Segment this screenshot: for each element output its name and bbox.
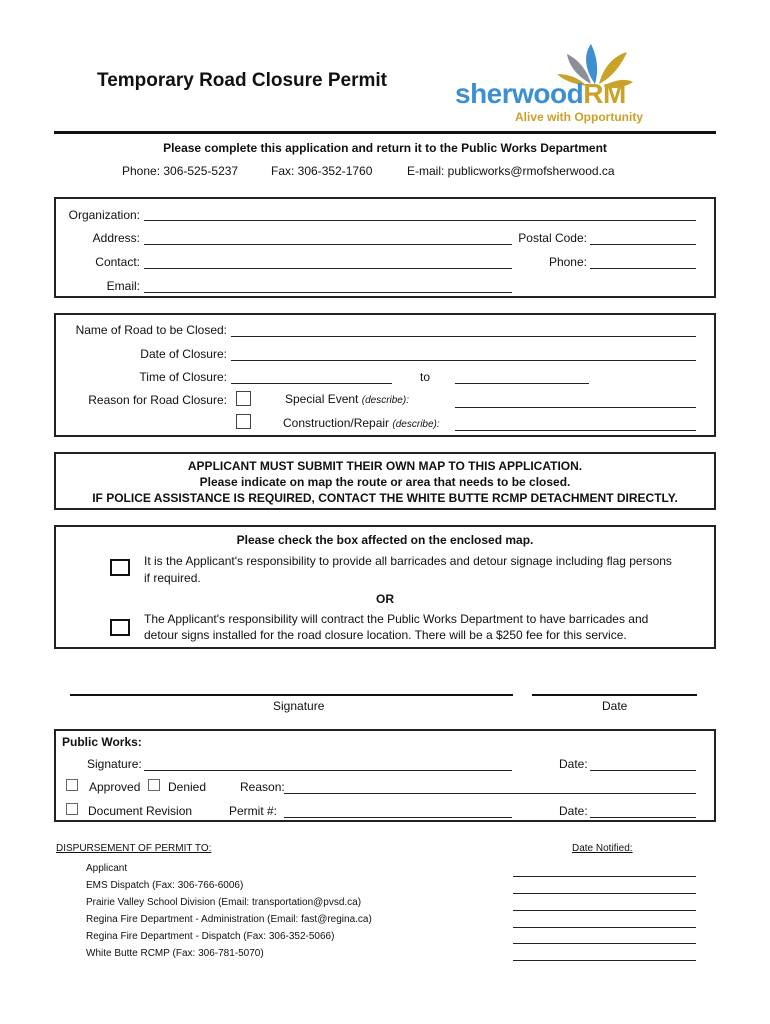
- public-works-heading: Public Works:: [62, 735, 142, 749]
- date-notified-field[interactable]: [513, 876, 696, 877]
- phone-label: Phone:: [548, 255, 587, 269]
- address-label: Address:: [92, 231, 140, 245]
- map-notice-section: [54, 452, 716, 510]
- permit-number-label: Permit #:: [229, 804, 278, 818]
- pw-date-label: Date:: [559, 757, 588, 771]
- date-notified-field[interactable]: [513, 960, 696, 961]
- intro-fax: Fax: 306-352-1760: [271, 164, 373, 178]
- closure-reason-label: Reason for Road Closure:: [88, 393, 227, 407]
- pw-signature-field[interactable]: [144, 770, 512, 771]
- closure-time-end-field[interactable]: [455, 383, 589, 384]
- closure-time-label: Time of Closure:: [139, 370, 227, 384]
- applicant-signature-field[interactable]: [70, 694, 513, 696]
- pw-signature-label: Signature:: [87, 757, 142, 771]
- map-notice-line-2: Please indicate on map the route or area that needs to be closed.: [199, 475, 571, 489]
- construction-label: [283, 416, 440, 430]
- construction-note: (describe):: [392, 419, 440, 430]
- special-event-checkbox[interactable]: [236, 391, 251, 406]
- option-public-works-checkbox[interactable]: [110, 619, 130, 636]
- disbursement-heading: DISPURSEMENT OF PERMIT TO:: [56, 843, 212, 854]
- date-notified-field[interactable]: [513, 910, 696, 911]
- permit-number-field[interactable]: [284, 817, 512, 818]
- intro-email: E-mail: publicworks@rmofsherwood.ca: [407, 164, 615, 178]
- phone-field[interactable]: [590, 268, 696, 269]
- date-notified-heading: Date Notified:: [572, 843, 633, 854]
- road-name-label: Name of Road to be Closed:: [75, 323, 227, 337]
- reason-label: Reason:: [240, 780, 285, 794]
- logo-tagline: Alive with Opportunity: [515, 110, 643, 124]
- email-label: Email:: [106, 279, 140, 293]
- option-public-works-line-1: The Applicant's responsibility will contract the Public Works Department to have barricades and: [144, 612, 649, 626]
- option-applicant-line-2: if required.: [144, 571, 201, 585]
- postal-code-field[interactable]: [590, 244, 696, 245]
- list-item: Applicant: [86, 863, 128, 874]
- map-notice-line-3: IF POLICE ASSISTANCE IS REQUIRED, CONTACT THE WHITE BUTTE RCMP DETACHMENT DIRECTLY.: [92, 491, 678, 505]
- document-revision-label: Document Revision: [88, 804, 193, 818]
- option-applicant-checkbox[interactable]: [110, 559, 130, 576]
- option-applicant-line-1: It is the Applicant's responsibility to provide all barricades and detour signage including flag persons: [144, 554, 672, 568]
- date-notified-field[interactable]: [513, 893, 696, 894]
- denied-checkbox[interactable]: [148, 779, 160, 791]
- organization-field[interactable]: [144, 220, 696, 221]
- email-field[interactable]: [144, 292, 512, 293]
- special-event-description-field[interactable]: [455, 407, 696, 408]
- intro-phone: Phone: 306-525-5237: [122, 164, 239, 178]
- special-event-note: (describe):: [361, 395, 409, 406]
- logo-word-rm: RM: [583, 78, 626, 109]
- signature-label: Signature: [273, 699, 325, 713]
- date-notified-field[interactable]: [513, 927, 696, 928]
- list-item: White Butte RCMP (Fax: 306-781-5070): [86, 948, 264, 959]
- address-field[interactable]: [144, 244, 512, 245]
- list-item: Regina Fire Department - Administration (Email: fast@regina.ca): [86, 914, 372, 925]
- time-to-label: to: [420, 370, 431, 384]
- construction-checkbox[interactable]: [236, 414, 251, 429]
- closure-date-label: Date of Closure:: [140, 347, 227, 361]
- approved-checkbox[interactable]: [66, 779, 78, 791]
- logo-word-sherwood: sherwood: [455, 78, 584, 109]
- road-name-field[interactable]: [231, 336, 696, 337]
- construction-description-field[interactable]: [455, 430, 696, 431]
- date-notified-field[interactable]: [513, 943, 696, 944]
- postal-code-label: Postal Code:: [518, 231, 587, 245]
- header-divider: [54, 131, 716, 134]
- page-title: Temporary Road Closure Permit: [97, 70, 388, 91]
- organization-label: Organization:: [68, 208, 140, 222]
- pw-date-field[interactable]: [590, 770, 696, 771]
- pw-date2-label: Date:: [559, 804, 588, 818]
- closure-date-field[interactable]: [231, 360, 696, 361]
- option-public-works-line-2: detour signs installed for the road closure location. There will be a $250 fee for this service.: [144, 628, 627, 642]
- list-item: EMS Dispatch (Fax: 306-766-6006): [86, 880, 244, 891]
- sherwood-logo: [455, 40, 675, 125]
- intro-instruction: Please complete this application and return it to the Public Works Department: [163, 141, 607, 155]
- options-heading: Please check the box affected on the enclosed map.: [236, 533, 534, 547]
- contact-label: Contact:: [95, 255, 140, 269]
- approved-label: Approved: [89, 780, 141, 794]
- denied-label: Denied: [168, 780, 207, 794]
- options-or: OR: [376, 592, 394, 606]
- applicant-date-field[interactable]: [532, 694, 697, 696]
- document-revision-checkbox[interactable]: [66, 803, 78, 815]
- special-event-label: [285, 392, 409, 406]
- list-item: Regina Fire Department - Dispatch (Fax: 306-352-5066): [86, 931, 335, 942]
- contact-field[interactable]: [144, 268, 512, 269]
- map-notice-line-1: APPLICANT MUST SUBMIT THEIR OWN MAP TO THIS APPLICATION.: [187, 459, 583, 473]
- closure-time-start-field[interactable]: [231, 383, 392, 384]
- applicant-section: [54, 197, 716, 298]
- pw-date2-field[interactable]: [590, 817, 696, 818]
- special-event-text: Special Event: [285, 392, 359, 406]
- reason-field[interactable]: [284, 793, 696, 794]
- construction-text: Construction/Repair: [283, 416, 390, 430]
- list-item: Prairie Valley School Division (Email: transportation@pvsd.ca): [86, 897, 362, 908]
- date-label: Date: [602, 699, 628, 713]
